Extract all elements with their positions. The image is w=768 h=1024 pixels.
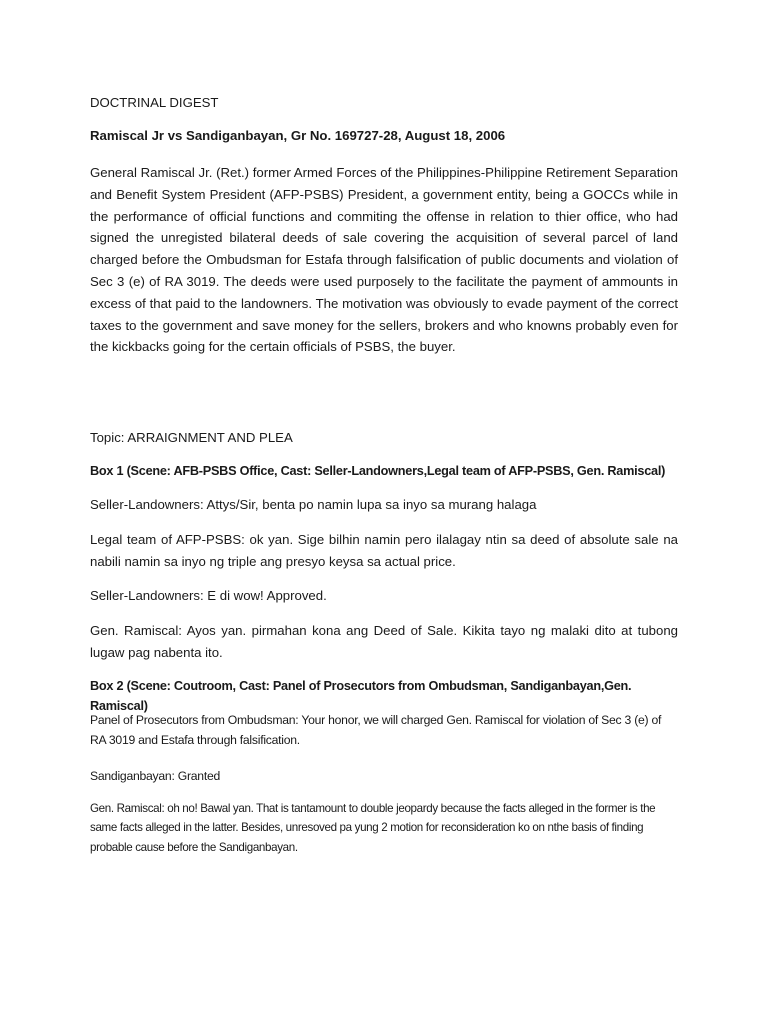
box1-title: Box 1 (Scene: AFB-PSBS Office, Cast: Seller-Landowners,Legal team of AFP-PSBS, Gen. Ramiscal) [90, 464, 666, 478]
topic-heading: Topic: ARRAIGNMENT AND PLEA [90, 430, 293, 445]
box1-dialogue-ramiscal: Gen. Ramiscal: Ayos yan. pirmahan kona ang Deed of Sale. Kikita tayo ng malaki dito at tubong lugaw pag nabenta ito. [90, 623, 678, 660]
document-page [90, 0, 678, 1024]
box2-dialogue-prosecutors: Panel of Prosecutors from Ombudsman: Your honor, we will charged Gen. Ramiscal for violation of Sec 3 (e) of RA 3019 and Estafa through falsification. [90, 713, 662, 747]
box1-dialogue-seller: Seller-Landowners: Attys/Sir, benta po namin lupa sa inyo sa murang halaga [90, 497, 537, 512]
case-title: Ramiscal Jr vs Sandiganbayan, Gr No. 169727-28, August 18, 2006 [90, 128, 506, 143]
box1-dialogue-seller-reply: Seller-Landowners: E di wow! Approved. [90, 588, 327, 603]
box2-dialogue-ramiscal: Gen. Ramiscal: oh no! Bawal yan. That is tantamount to double jeopardy because the facts alleged in the former is the same facts alleged in the latter. Besides, unresoved pa yung 2 motion for reconsideration ko on nthe basis of finding probable cause before the Sandiganbayan. [90, 802, 656, 854]
document-heading: DOCTRINAL DIGEST [90, 95, 219, 110]
box1-dialogue-legal-team: Legal team of AFP-PSBS: ok yan. Sige bilhin namin pero ilalagay ntin sa deed of absolute sale na nabili namin sa inyo ng triple ang presyo keysa sa actual price. [90, 532, 678, 569]
box2-title: Box 2 (Scene: Coutroom, Cast: Panel of Prosecutors from Ombudsman, Sandiganbayan,Gen. Ramiscal) [90, 679, 632, 713]
case-summary: General Ramiscal Jr. (Ret.) former Armed Forces of the Philippines-Philippine Retirement Separation and Benefit System President (AFP-PSBS) President, a government entity, being a GOCCs while in the performance of official functions and commiting the offense in relation to thier office, who had signed the unregisted bilateral deeds of sale covering the acquisition of several parcel of land charged before the Ombudsman for Estafa through falsification of public documents and violation of Sec 3 (e) of RA 3019. The deeds were used purposely to the facilitate the payment of ammounts in excess of that paid to the landowners. The motivation was obviously to evade payment of the correct taxes to the government and save money for the sellers, brokers and who knowns probably even for the kickbacks going for the certain officials of PSBS, the buyer. [90, 165, 678, 355]
box2-dialogue-sandiganbayan: Sandiganbayan: Granted [90, 769, 221, 783]
